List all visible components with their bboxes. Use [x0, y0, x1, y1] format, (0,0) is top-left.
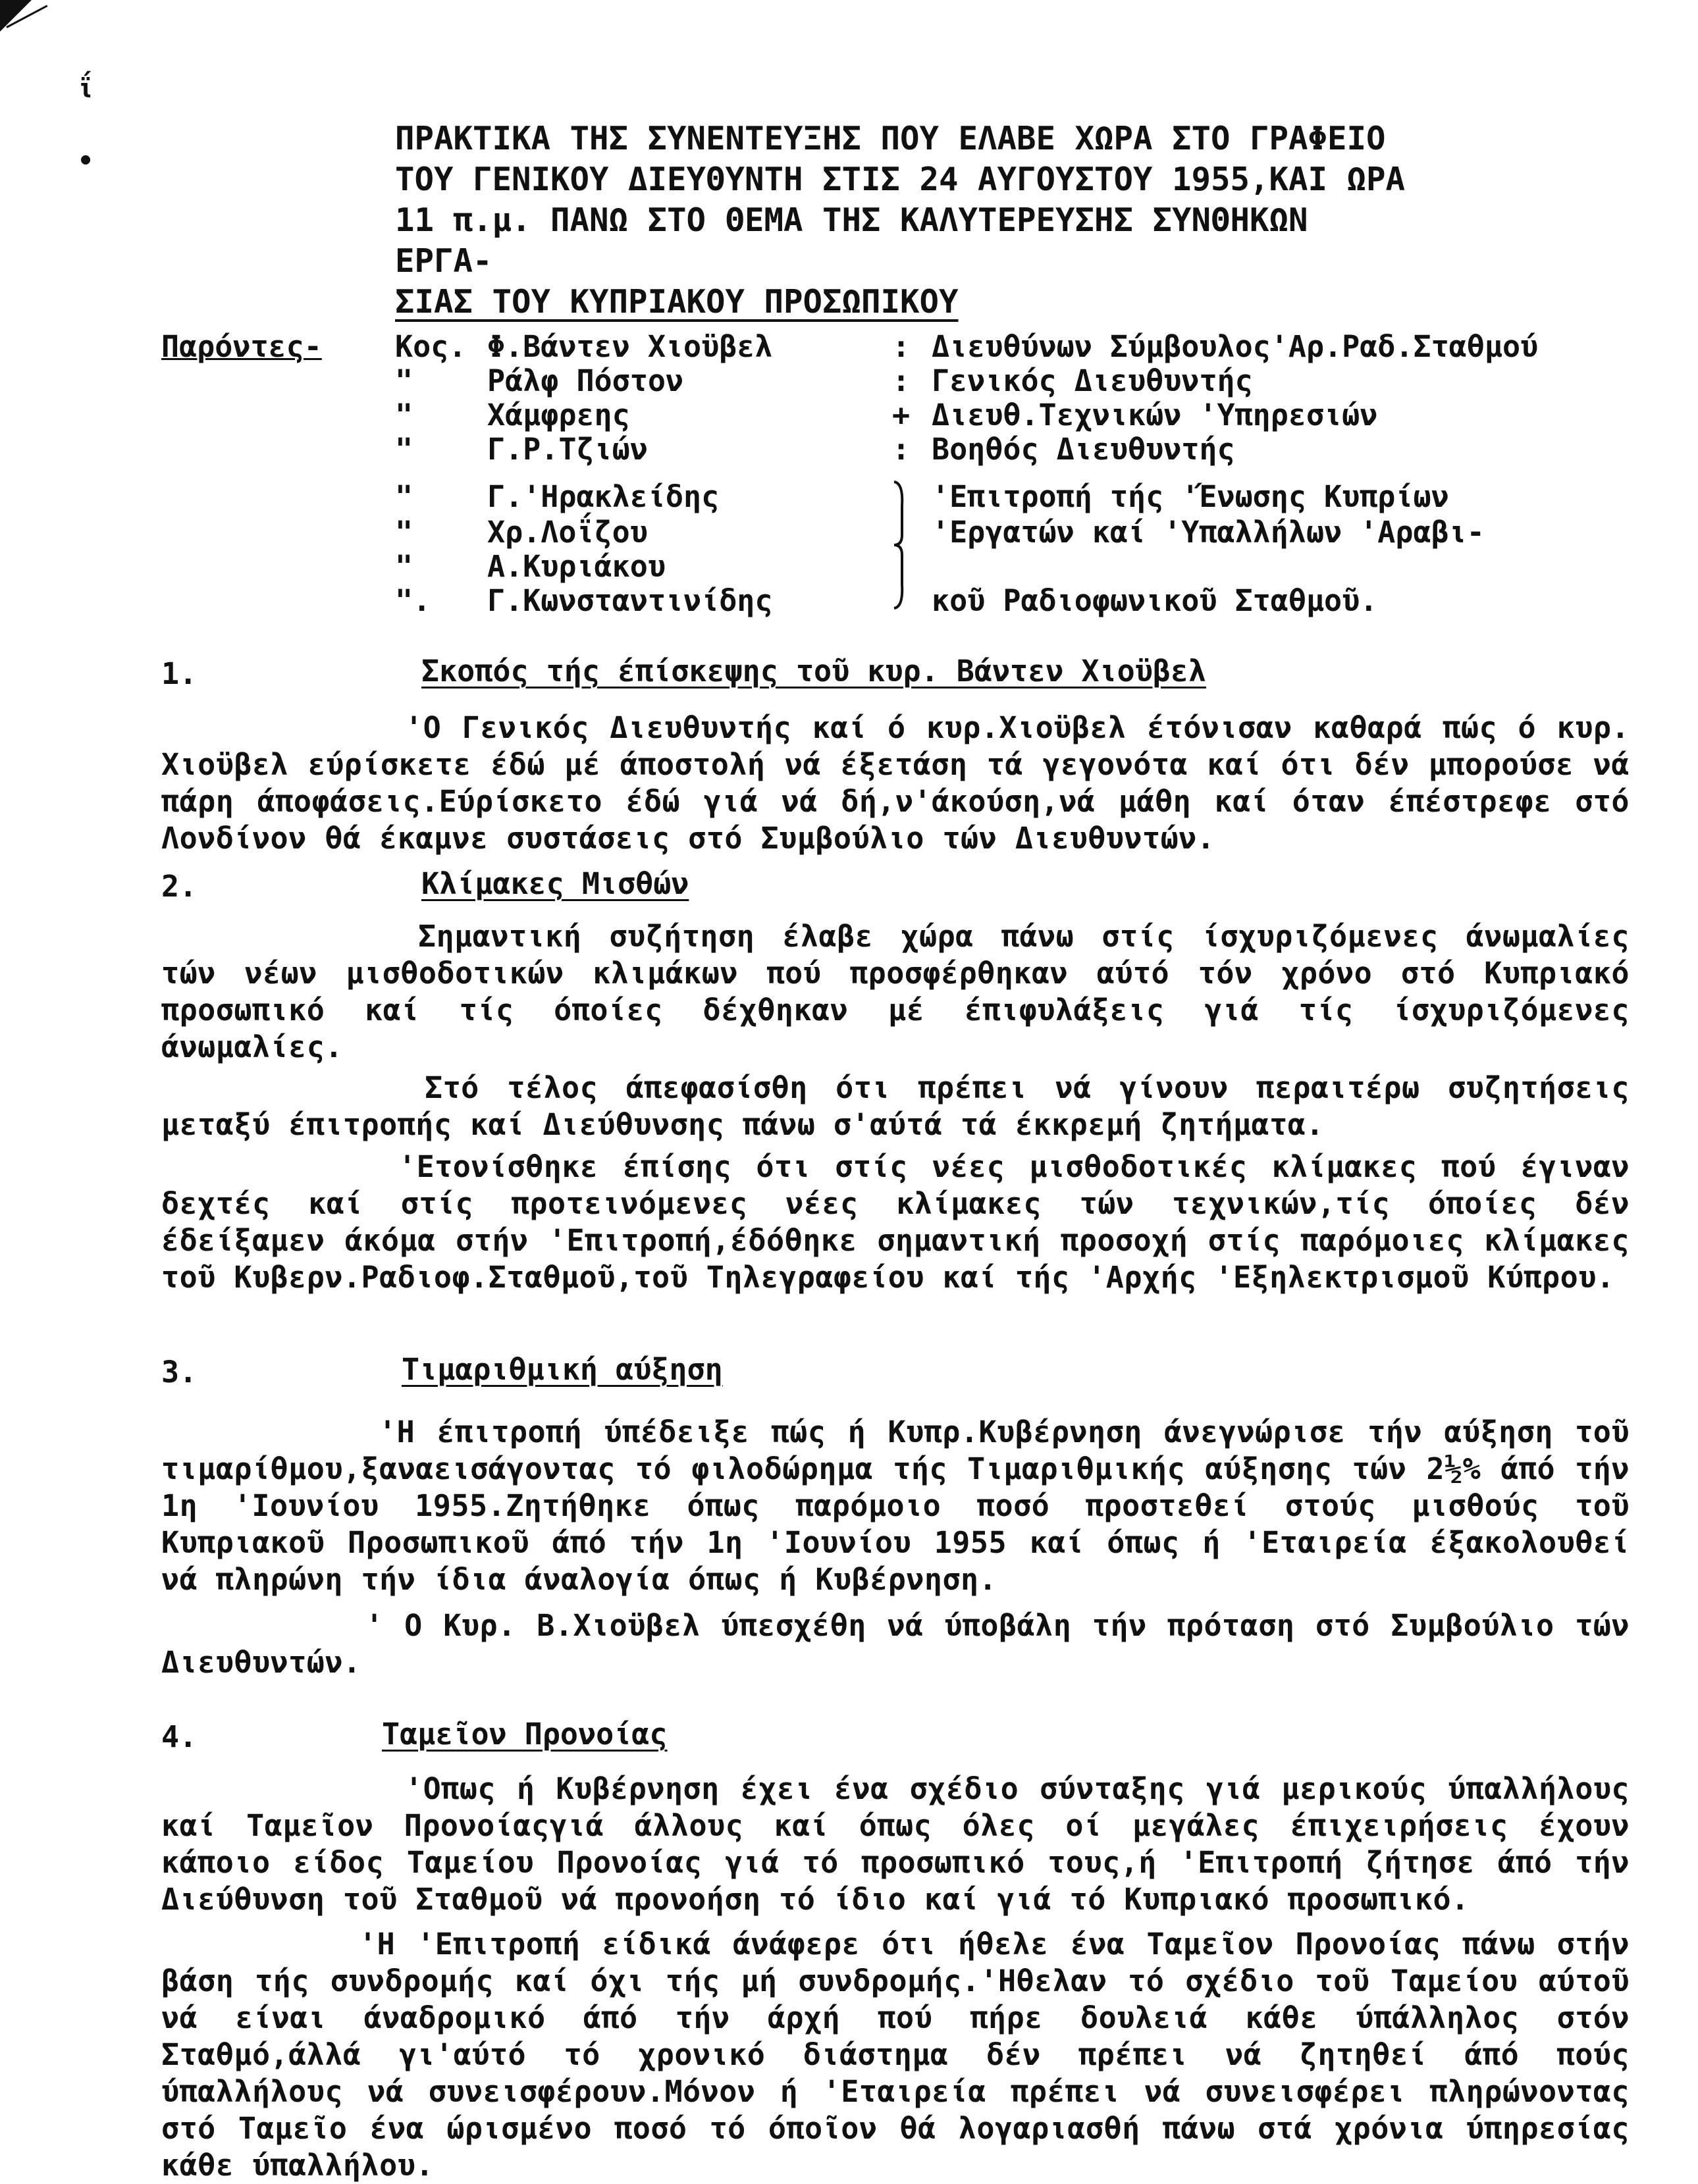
section-1-paragraph-1 [161, 710, 1630, 857]
attendee-title: " [395, 363, 413, 398]
margin-mark-dot: • [78, 146, 94, 176]
section-4-paragraph-1 [161, 1771, 1630, 1918]
paragraph-text: 'Ετονίσθηκε έπίσης ότι στίς νέες μισθοδοτικές κλίμακες πού έγιναν δεχτές καί στίς προτεινόμενες νέες κλίμακες τών τεχνικών,τίς όποίες δέν έδείξαμεν άκόμα στήν 'Επιτροπή,έδόθηκε σημαντική προσοχή στίς παρόμοιες κλίμακες τοῦ Κυβερν.Ραδιοφ.Σταθμοῦ,τοῦ Τηλεγραφείου καί τής 'Αρχής 'Εξηλεκτρισμοῦ Κύπρου. [161, 1149, 1630, 1295]
paragraph-text: 'Οπως ή Κυβέρνηση έχει ένα σχέδιο σύνταξης γιά μερικούς ύπαλλήλους καί Ταμεῖον Προνοίαςγιά άλλους καί όπως όλες οί μεγάλες έπιχειρήσεις έχουν κάποιο είδος Ταμείου Προνοίας γιά τό προσωπικό τους,ή 'Επιτροπή ζήτησε άπό τήν Διεύθυνση τοῦ Σταθμοῦ νά προνοήση τό ίδιο καί γιά τό Κυπριακό προσωπικό. [161, 1771, 1630, 1917]
paragraph-text: 'Ο Γενικός Διευθυντής καί ό κυρ.Χιοϋβελ έτόνισαν καθαρά πώς ό κυρ. Χιοϋβελ εύρίσκετε έδώ μέ άποστολή νά έξετάση τά γεγονότα καί ότι δέν μπορούσε νά πάρη άποφάσεις.Εύρίσκετο έδώ γιά νά δή,ν'άκούση,νά μάθη καί όταν έπέστρεφε στό Λονδίνον θά έκαμνε συστάσεις στό Συμβούλιο τών Διευθυντών. [161, 710, 1630, 856]
attendee-role: Γενικός Διευθυντής [932, 363, 1253, 398]
attendee-separator: + [892, 398, 911, 432]
attendee-role: 'Εργατών καί 'Υπαλλήλων 'Αραβι- [932, 515, 1485, 550]
section-number-1: 1. [161, 656, 198, 691]
attendee-name: Φ.Βάντεν Χιοϋβελ [487, 329, 773, 364]
title-line-2: ΤΟΥ ΓΕΝΙΚΟΥ ΔΙΕΥΘΥΝΤΗ ΣΤΙΣ 24 ΑΥΓΟΥΣΤΟΥ 1955,ΚΑΙ ΩΡΑ [395, 161, 1406, 198]
attendee-title: Κος. [395, 329, 467, 364]
attendee-title: " [395, 515, 413, 550]
attendee-name: Χρ.Λοΐζου [487, 515, 648, 550]
attendee-name: Γ.'Ηρακλείδης [487, 479, 720, 514]
title-line-3: 11 π.μ. ΠΑΝΩ ΣΤΟ ΘΕΜΑ ΤΗΣ ΚΑΛΥΤΕΡΕΥΣΗΣ ΣΥΝΘΗΚΩΝ ΕΡΓΑ- [395, 201, 1308, 280]
attendee-title: " [395, 398, 413, 432]
section-title-1: Σκοπός τής έπίσκεψης τοῦ κυρ. Βάντεν Χιοϋβελ [421, 654, 1207, 689]
attendee-title: ". [395, 583, 431, 618]
section-2-paragraph-1 [161, 918, 1630, 1066]
section-2-paragraph-3 [161, 1149, 1630, 1296]
attendee-role: Βοηθός Διευθυντής [932, 432, 1235, 467]
attendees-label: Παρόντες- [161, 329, 322, 364]
section-title-2: Κλίμακες Μισθών [421, 866, 689, 901]
section-3-paragraph-1 [161, 1414, 1630, 1598]
attendee-name: Α.Κυριάκου [487, 549, 666, 584]
paragraph-text: 'Η έπιτροπή ύπέδειξε πώς ή Κυπρ.Κυβέρνηση άνεγνώρισε τήν αύξηση τοῦ τιμαρίθμου,ξαναεισάγοντας τό φιλοδώρημα τής Τιμαριθμικής αύξησης τών 2½% άπό τήν 1η 'Ιουνίου 1955.Ζητήθηκε όπως παρόμοιο ποσό προστεθεί στούς μισθούς τοῦ Κυπριακοῦ Προσωπικοῦ άπό τήν 1η 'Ιουνίου 1955 καί όπως ή 'Εταιρεία έξακολουθεί νά πληρώνη τήν ίδια άναλογία όπως ή Κυβέρνηση. [161, 1415, 1630, 1597]
attendee-role: 'Επιτροπή τής 'Ένωσης Κυπρίων [932, 479, 1449, 514]
attendee-name: Χάμφρεης [487, 398, 630, 432]
section-title-4: Ταμεῖον Προνοίας [382, 1717, 668, 1752]
attendee-role: Διευθύνων Σύμβουλος'Αρ.Ραδ.Σταθμού [932, 329, 1539, 364]
title-line-4: ΣΙΑΣ ΤΟΥ ΚΥΠΡΙΑΚΟΥ ΠΡΟΣΩΠΙΚΟΥ [395, 283, 959, 321]
title-line-1: ΠΡΑΚΤΙΚΑ ΤΗΣ ΣΥΝΕΝΤΕΥΞΗΣ ΠΟΥ ΕΛΑΒΕ ΧΩΡΑ ΣΤΟ ΓΡΑΦΕΙΟ [395, 120, 1386, 157]
document-title [395, 118, 1422, 323]
attendee-name: Ράλφ Πόστον [487, 363, 684, 398]
attendee-title: " [395, 549, 413, 584]
section-2-paragraph-2 [161, 1070, 1630, 1143]
section-3-paragraph-2 [161, 1607, 1630, 1681]
attendee-separator: : [892, 363, 911, 398]
paragraph-text: ' Ο Κυρ. Β.Χιοϋβελ ύπεσχέθη νά ύποβάλη τήν πρόταση στό Συμβούλιο τών Διευθυντών. [161, 1608, 1630, 1680]
attendee-name: Γ.Κωνσταντινίδης [487, 583, 773, 618]
section-number-2: 2. [161, 869, 198, 904]
section-number-4: 4. [161, 1719, 198, 1754]
section-number-3: 3. [161, 1355, 198, 1390]
attendee-role: κοῦ Ραδιοφωνικοῦ Σταθμοῦ. [932, 583, 1378, 618]
grouping-brace [889, 479, 909, 611]
attendee-name: Γ.Ρ.Τζιών [487, 432, 648, 467]
attendee-role: Διευθ.Τεχνικών 'Υπηρεσιών [932, 398, 1378, 432]
paragraph-text: Σημαντική συζήτηση έλαβε χώρα πάνω στίς ίσχυριζόμενες άνωμαλίες τών νέων μισθοδοτικών κλιμάκων πού προσφέρθηκαν αύτό τόν χρόνο στό Κυπριακό προσωπικό καί τίς όποίες δέχθηκαν μέ έπιφυλάξεις γιά τίς ίσχυριζόμενες άνωμαλίες. [161, 919, 1630, 1064]
attendee-separator: : [892, 329, 911, 364]
section-title-3: Τιμαριθμική αύξηση [402, 1352, 723, 1387]
paragraph-text: 'Η 'Επιτροπή είδικά άνάφερε ότι ήθελε ένα Ταμεῖον Προνοίας πάνω στήν βάση τής συνδρομής καί όχι τής μή συνδρομής.'Ηθελαν τό σχέδιο τοῦ Ταμείου αύτοῦ νά είναι άναδρομικό άπό τήν άρχή πού πήρε δουλειά κάθε ύπάλληλος στόν Σταθμό,άλλά γι'αύτό τό χρονικό διάστημα δέν πρέπει νά ζητηθεί άπό πούς ύπαλλήλους νά συνεισφέρουν.Μόνον ή 'Εταιρεία πρέπει νά συνεισφέρει πληρώνοντας στό Ταμεῖο ένα ώρισμένο ποσό τό όποῖον θά λογαριασθή πάνω στά χρόνια ύπηρεσίας κάθε ύπαλλήλου. [161, 1927, 1630, 2183]
attendee-title: " [395, 479, 413, 514]
attendee-separator: : [892, 432, 911, 467]
attendee-title: " [395, 432, 413, 467]
section-4-paragraph-2 [161, 1926, 1630, 2184]
margin-mark-top: ΐ [78, 74, 94, 104]
paragraph-text: Στό τέλος άπεφασίσθη ότι πρέπει νά γίνουν περαιτέρω συζητήσεις μεταξύ έπιτροπής καί Διεύθυνσης πάνω σ'αύτά τά έκκρεμή ζητήματα. [161, 1070, 1630, 1142]
